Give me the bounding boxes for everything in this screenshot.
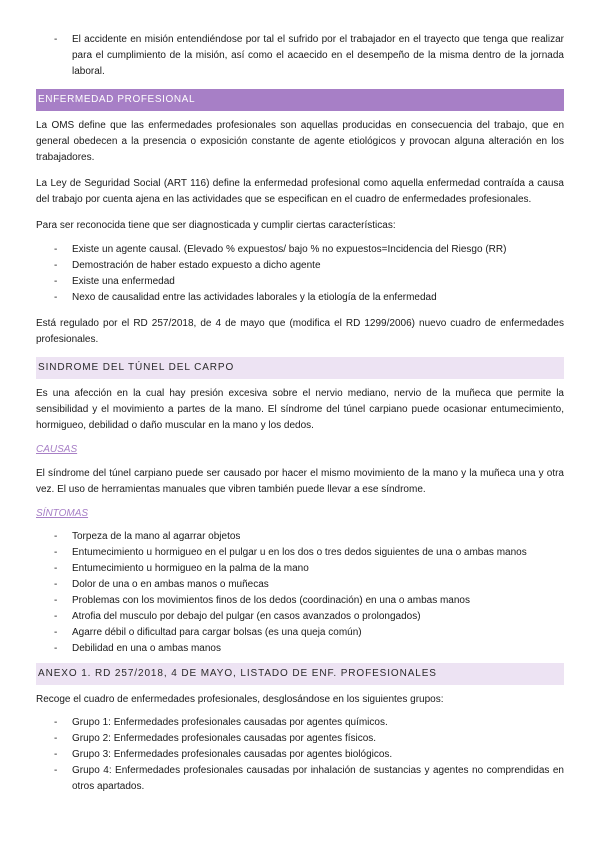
list-item: - Entumecimiento u hormigueo en el pulgar u en los dos o tres dedos siguientes de una o ambas manos (54, 547, 527, 558)
heading-tunel-carpo: SINDROME DEL TÚNEL DEL CARPO (36, 357, 564, 379)
list-item: - Torpeza de la mano al agarrar objetos (54, 531, 241, 542)
paragraph: Recoge el cuadro de enfermedades profesionales, desglosándose en los siguientes grupos: (36, 694, 444, 705)
paragraph: El síndrome del túnel carpiano puede ser causado por hacer el mismo movimiento de la mano y la muñeca una y otra vez. El uso de herramientas manuales que vibren también puede llevar a ese síndrome. (36, 468, 564, 495)
paragraph: Para ser reconocida tiene que ser diagnosticada y cumplir ciertas características: (36, 220, 396, 231)
subheading-causas: CAUSAS (36, 444, 78, 455)
list-item: - Debilidad en una o ambas manos (54, 643, 221, 654)
list-item: - Demostración de haber estado expuesto a dicho agente (54, 260, 321, 271)
list-item: - Grupo 4: Enfermedades profesionales causadas por inhalación de sustancias y agentes no comprendidas en otros apartados. (54, 765, 564, 792)
paragraph: La Ley de Seguridad Social (ART 116) define la enfermedad profesional como aquella enfermedad contraída a causa del trabajo por cuenta ajena en las actividades que se especifican en el cuadro de enfermedades profesionales. (36, 178, 564, 205)
list-item: - Grupo 3: Enfermedades profesionales causadas por agentes biológicos. (54, 749, 393, 760)
list-item: - Atrofia del musculo por debajo del pulgar (en casos avanzados o prolongados) (54, 611, 421, 622)
list-item: - Entumecimiento u hormigueo en la palma de la mano (54, 563, 309, 574)
list-item: - Existe un agente causal. (Elevado % expuestos/ bajo % no expuestos=Incidencia del Riesgo (RR) (54, 244, 507, 255)
list-item: - El accidente en misión entendiéndose por tal el sufrido por el trabajador en el trayecto que tenga que realizar para el cumplimiento de la misión, así como el acaecido en el desempeño de la misma dentro de la jornada laboral. (54, 34, 564, 77)
heading-anexo-1: ANEXO 1. RD 257/2018, 4 DE MAYO, LISTADO DE ENF. PROFESIONALES (36, 663, 564, 685)
paragraph: La OMS define que las enfermedades profesionales son aquellas producidas en consecuencia del trabajo, que en general obedecen a la presencia o exposición constante de agente etiológicos y provocan alguna alteración en los trabajadores. (36, 120, 564, 163)
list-item: - Grupo 1: Enfermedades profesionales causadas por agentes químicos. (54, 717, 388, 728)
list-item: - Agarre débil o dificultad para cargar bolsas (es una queja común) (54, 627, 362, 638)
heading-enfermedad-profesional: ENFERMEDAD PROFESIONAL (36, 89, 564, 111)
intro-list (36, 32, 564, 80)
document-page (36, 32, 564, 795)
sintomas-list (36, 529, 564, 657)
list-item: - Nexo de causalidad entre las actividades laborales y la etiología de la enfermedad (54, 292, 437, 303)
list-item: - Grupo 2: Enfermedades profesionales causadas por agentes físicos. (54, 733, 377, 744)
paragraph: Está regulado por el RD 257/2018, de 4 de mayo que (modifica el RD 1299/2006) nuevo cuadro de enfermedades profesionales. (36, 318, 564, 345)
grupos-list (36, 715, 564, 795)
subheading-sintomas: SÍNTOMAS (36, 508, 89, 519)
caracteristicas-list (36, 242, 564, 306)
list-item: - Dolor de una o en ambas manos o muñecas (54, 579, 269, 590)
list-item: - Problemas con los movimientos finos de los dedos (coordinación) en una o ambas manos (54, 595, 470, 606)
list-item: - Existe una enfermedad (54, 276, 175, 287)
paragraph: Es una afección en la cual hay presión excesiva sobre el nervio mediano, nervio de la muñeca que permite la sensibilidad y el movimiento a partes de la mano. El síndrome del túnel carpiano puede ocasionar entumecimiento, hormigueo, debilidad o daño muscular en la mano y los dedos. (36, 388, 564, 431)
